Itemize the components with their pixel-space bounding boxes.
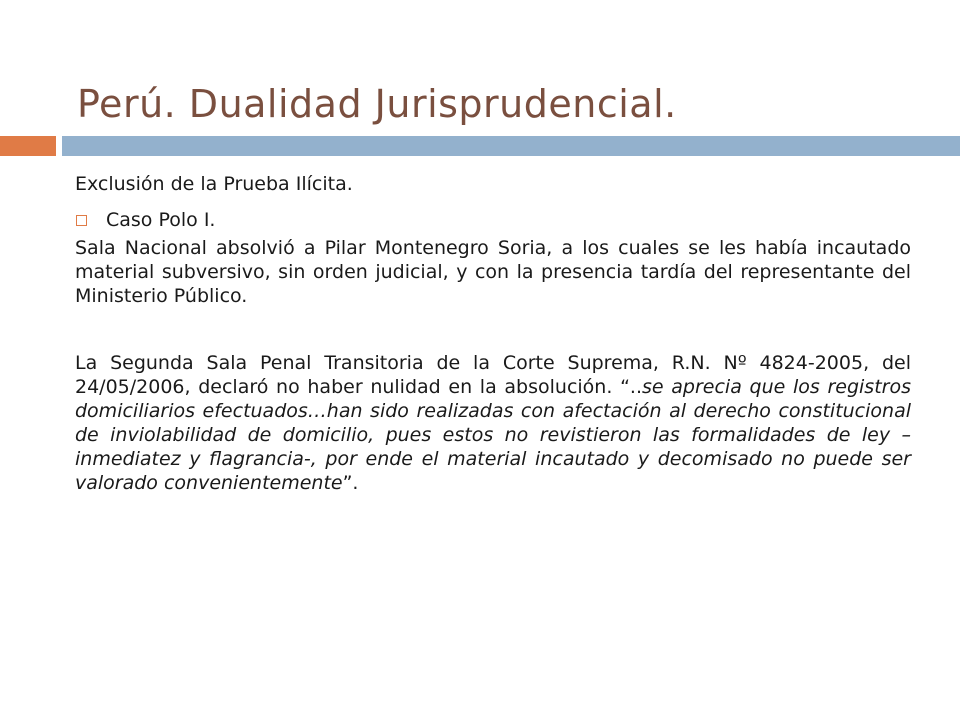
accent-bar-blue bbox=[62, 136, 960, 156]
paragraph-intro: La Segunda Sala Penal Transitoria de la Corte Suprema, R.N. Nº 4824-2005, del 24/05/2006, declaró no haber nulidad en la absolución. “.. bbox=[75, 352, 911, 398]
paragraph-spacer bbox=[75, 308, 911, 351]
bullet-item bbox=[75, 204, 911, 236]
quote-close: ”. bbox=[342, 472, 359, 494]
slide-body bbox=[75, 172, 911, 495]
section-subtitle: Exclusión de la Prueba Ilícita. bbox=[75, 173, 353, 195]
square-bullet-icon bbox=[76, 215, 87, 226]
paragraph-verdict: Sala Nacional absolvió a Pilar Montenegro Soria, a los cuales se les había incautado material subversivo, sin orden judicial, y con la presencia tardía del representante del Ministerio Público. bbox=[75, 237, 911, 307]
bullet-label: Caso Polo I. bbox=[106, 209, 216, 231]
slide-title: Perú. Dualidad Jurisprudencial. bbox=[77, 82, 677, 126]
court-quote: se aprecia que los registros domiciliarios efectuados…han sido realizadas con afectación al derecho constitucional de inviolabilidad de domicilio, pues estos no revistieron las formalidades de ley – inmediatez y flagrancia-, por ende el material incautado y decomisado no puede ser valorado convenientemente bbox=[75, 376, 911, 494]
accent-bar-orange bbox=[0, 136, 56, 156]
paragraph-supreme-court bbox=[75, 351, 911, 495]
